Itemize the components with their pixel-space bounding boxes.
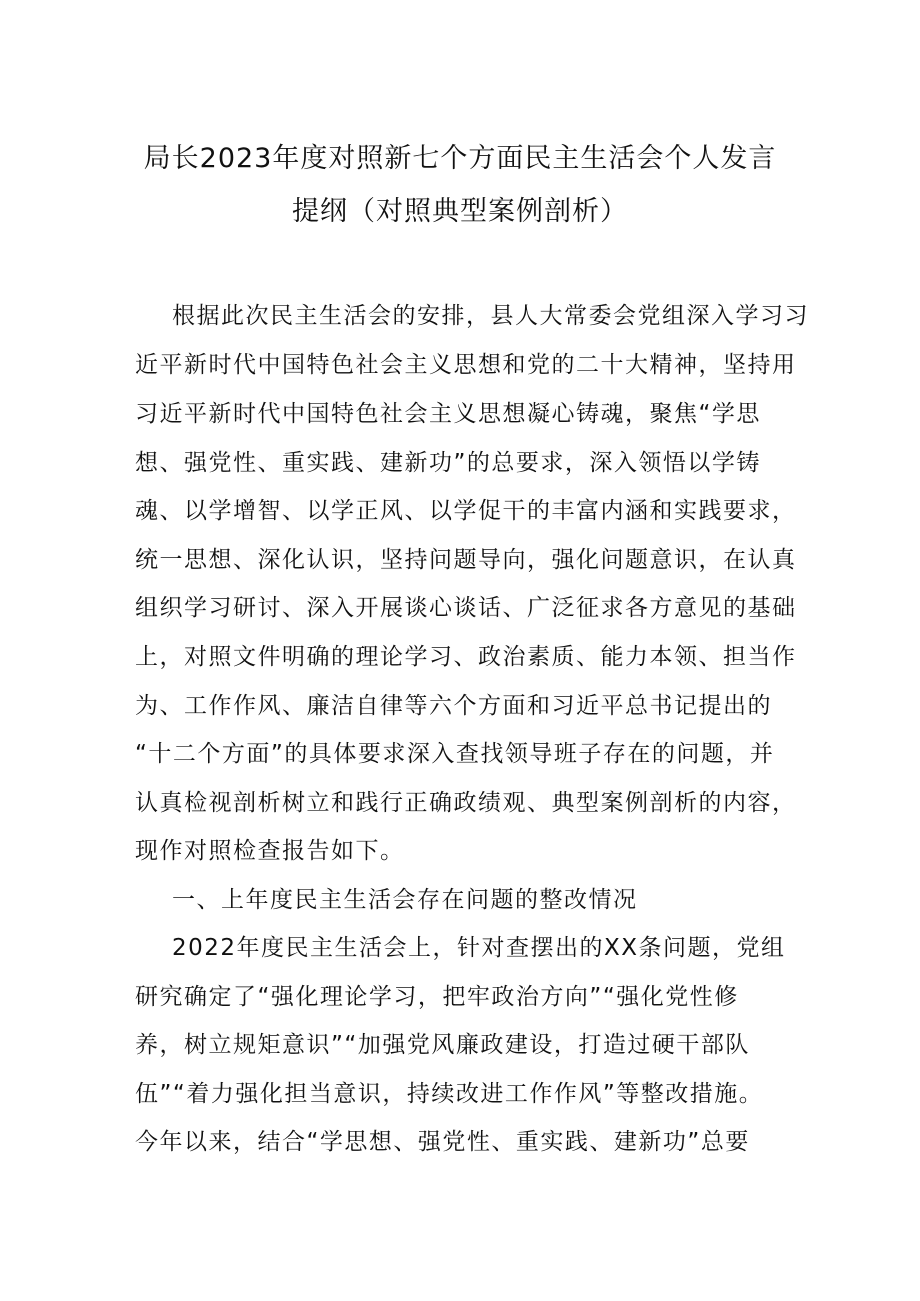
body-line-4: 想、强党性、重实践、建新功”的总要求，深入领悟以学铸	[135, 450, 761, 476]
body-line-7: 组织学习研讨、深入开展谈心谈话、广泛征求各方意见的基础	[135, 595, 797, 621]
body-line-11: 认真检视剖析树立和践行正确政绩观、典型案例剖析的内容，	[135, 790, 797, 816]
body-line-3: 习近平新时代中国特色社会主义思想凝心铸魂，聚焦“学思	[135, 401, 761, 427]
body-line-10: “十二个方面”的具体要求深入查找领导班子存在的问题，并	[135, 741, 775, 767]
document-title-line-1: 局长2023年度对照新七个方面民主生活会个人发言	[143, 143, 777, 174]
document-title-line-2: 提纲（对照典型案例剖析）	[292, 196, 628, 227]
body-line-16: 伍”“着力强化担当意识，持续改进工作作风”等整改措施。	[135, 1081, 764, 1107]
body-line-15: 养，树立规矩意识”“加强党风廉政建设，打造过硬干部队	[135, 1032, 750, 1058]
body-line-5: 魂、以学增智、以学正风、以学促干的丰富内涵和实践要求，	[135, 498, 797, 524]
body-line-9: 为、工作作风、廉洁自律等六个方面和习近平总书记提出的	[135, 693, 772, 719]
body-line-2: 近平新时代中国特色社会主义思想和党的二十大精神，坚持用	[135, 352, 797, 378]
body-line-8: 上，对照文件明确的理论学习、政治素质、能力本领、担当作	[135, 644, 797, 670]
body-line-6: 统一思想、深化认识，坚持问题导向，强化问题意识，在认真	[135, 547, 797, 573]
body-line-14: 研究确定了“强化理论学习，把牢政治方向”“强化党性修	[135, 984, 739, 1010]
body-line-13: 2022年度民主生活会上，针对查摆出的XX条问题，党组	[172, 935, 786, 961]
section-heading-1: 一、上年度民主生活会存在问题的整改情况	[172, 887, 638, 913]
body-line-12: 现作对照检查报告如下。	[135, 838, 405, 864]
body-line-1: 根据此次民主生活会的安排，县人大常委会党组深入学习习	[172, 303, 809, 329]
body-line-17: 今年以来，结合“学思想、强党性、重实践、建新功”总要	[135, 1129, 750, 1155]
